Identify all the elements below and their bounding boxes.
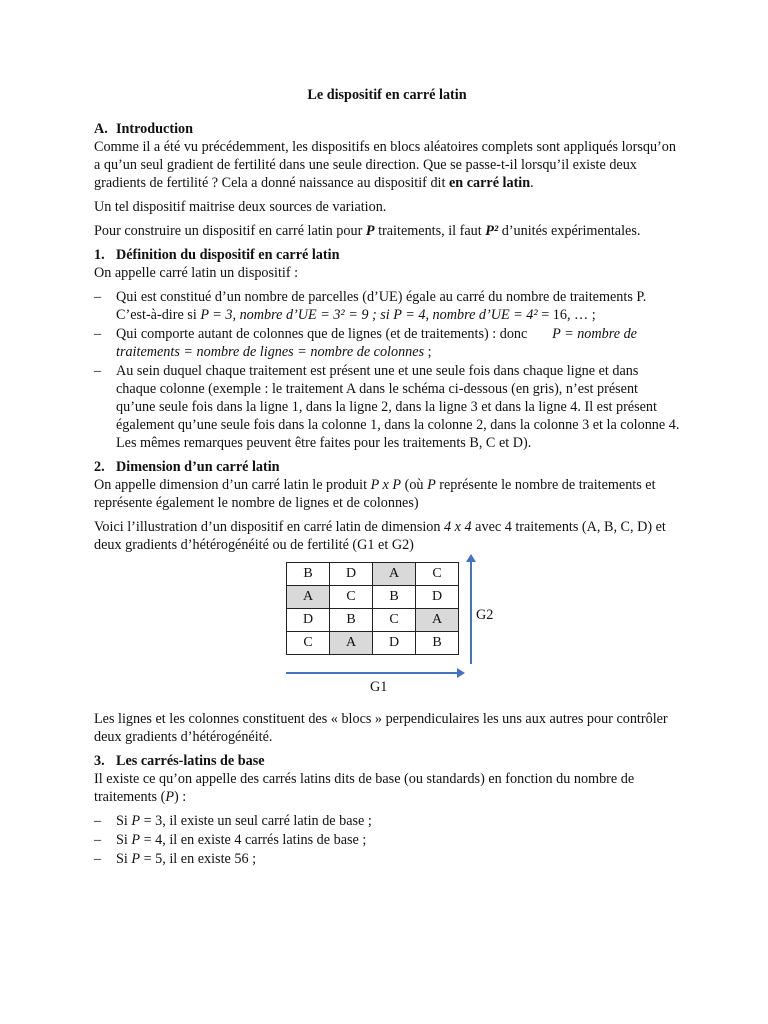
grid-cell: B: [373, 586, 416, 609]
grid-cell: B: [287, 563, 330, 586]
text-run: Qui comporte autant de colonnes que de lignes (et de traitements) : donc: [116, 326, 528, 342]
section-heading-introduction: [94, 120, 680, 138]
text-run: Voici l’illustration d’un dispositif en carré latin de dimension: [94, 519, 445, 535]
grid-cell: C: [373, 609, 416, 632]
bold-term: en carré latin: [448, 175, 531, 191]
intro-paragraph-1: [94, 138, 680, 192]
text-run: (où: [401, 477, 428, 493]
math-symbol: P: [131, 813, 141, 829]
text-run: Comme il a été vu précédemment, les dispositifs en blocs aléatoires complets sont appliqués lorsqu’on a qu’un seul gradient de fertilité dans une seule direction. Que se passe-t-il lorsqu’il existe deux gradients de fertilité ? Cela a donné naissance au dispositif dit: [94, 139, 676, 191]
math-expression: P x P: [370, 477, 402, 493]
grid-cell: C: [330, 586, 373, 609]
text-run: Pour construire un dispositif en carré latin pour: [94, 223, 366, 239]
section-number: A.: [94, 121, 108, 137]
math-expression: P = nombre de traitements = nombre de lignes = nombre de colonnes: [116, 326, 637, 360]
list-item: [94, 288, 680, 324]
grid-cell: A: [330, 632, 373, 655]
text-run: On appelle dimension d’un carré latin le produit: [94, 477, 371, 493]
text-run: = 5, il en existe 56 ;: [140, 851, 257, 867]
latin-square-figure: [94, 560, 680, 700]
text-run: ;: [424, 344, 432, 360]
grid-cell: C: [416, 563, 459, 586]
dimension-paragraph-2: [94, 518, 680, 554]
section-title: Dimension d’un carré latin: [116, 459, 280, 475]
grid-cell: D: [287, 609, 330, 632]
grid-cell: A: [373, 563, 416, 586]
text-run: d’unités expérimentales.: [498, 223, 641, 239]
math-symbol: P: [131, 832, 141, 848]
text-run: Si: [116, 851, 132, 867]
document-page: [94, 86, 680, 874]
text-run: Qui est constitué d’un nombre de parcelles (d’UE) égale au carré du nombre de traitements P. C’est-à-dire si: [116, 289, 647, 323]
grid-row: [287, 609, 459, 632]
gradient-g1-arrow: [286, 672, 458, 674]
text-run: = 4, il en existe 4 carrés latins de base ;: [140, 832, 367, 848]
text-run: représente le nombre de traitements et représente également le nombre de lignes et de colonnes): [94, 477, 656, 511]
gradient-g2-label: G2: [476, 607, 494, 623]
section-title: Les carrés-latins de base: [116, 753, 265, 769]
text-run: Il existe ce qu’on appelle des carrés latins dits de base (ou standards) en fonction du nombre de traitements (: [94, 771, 635, 805]
math-expression: P = 3, nombre d’UE = 3² = 9 ; si P = 4, nombre d’UE = 4²: [200, 307, 538, 323]
math-expression: 4 x 4: [444, 519, 472, 535]
text-run: .: [530, 175, 534, 191]
grid-row: [287, 563, 459, 586]
text-run: traitements, il faut: [374, 223, 486, 239]
section-heading-definition: [94, 246, 680, 264]
list-item: [94, 831, 680, 849]
grid-cell: C: [287, 632, 330, 655]
grid-cell: B: [330, 609, 373, 632]
intro-paragraph-3: [94, 222, 680, 240]
base-paragraph: [94, 770, 680, 806]
section-title: Introduction: [116, 121, 193, 137]
text-run: = 16, … ;: [541, 307, 596, 323]
list-item: [94, 812, 680, 830]
section-number: 3.: [94, 753, 105, 769]
dimension-paragraph-1: [94, 476, 680, 512]
page-title: Le dispositif en carré latin: [307, 87, 467, 103]
text-run: Si: [116, 832, 132, 848]
math-symbol: P: [131, 851, 141, 867]
math-symbol: P²: [485, 223, 499, 239]
definition-list: [94, 288, 680, 452]
grid-cell: D: [373, 632, 416, 655]
list-item: – Au sein duquel chaque traitement est présent une et une seule fois dans chaque ligne et dans chaque colonne (exemple : le traitement A dans le schéma ci-dessous (en gris), n’est présent qu’une seule fois dans la ligne 1, dans la ligne 2, dans la ligne 3 et dans la ligne 4. Il est présent également qu’une seule fois dans la colonne 1, dans la colonne 2, dans la colonne 3 et la colonne 4. Les mêmes remarques peuvent être faites pour les traitements B, C et D).: [94, 362, 680, 452]
section-number: 2.: [94, 459, 105, 475]
text-run: Si: [116, 813, 132, 829]
text-run: = 3, il existe un seul carré latin de base ;: [140, 813, 372, 829]
gradient-g1-label: G1: [370, 679, 388, 695]
section-title: Définition du dispositif en carré latin: [116, 247, 340, 263]
grid-cell: B: [416, 632, 459, 655]
grid-cell: A: [416, 609, 459, 632]
section-heading-base: [94, 752, 680, 770]
grid-cell: D: [416, 586, 459, 609]
gradient-g2-arrow: [470, 560, 472, 664]
grid-row: [287, 586, 459, 609]
math-symbol: P: [165, 789, 174, 805]
intro-paragraph-2: Un tel dispositif maitrise deux sources de variation.: [94, 199, 387, 215]
grid-cell: D: [330, 563, 373, 586]
grid-cell: A: [287, 586, 330, 609]
math-symbol: P: [427, 477, 436, 493]
math-symbol: P: [365, 223, 375, 239]
list-item: [94, 325, 680, 361]
text-run: ) :: [173, 789, 187, 805]
section-heading-dimension: [94, 458, 680, 476]
section-number: 1.: [94, 247, 105, 263]
definition-intro: On appelle carré latin un dispositif :: [94, 265, 299, 281]
latin-square-grid: [286, 562, 459, 655]
text-run: avec 4 traitements (A, B, C, D) et deux gradients d’hétérogénéité ou de fertilité (G1 et G2): [94, 519, 666, 553]
base-list: [94, 812, 680, 868]
grid-row: [287, 632, 459, 655]
list-item: [94, 850, 680, 868]
dimension-paragraph-3: Les lignes et les colonnes constituent des « blocs » perpendiculaires les uns aux autres pour contrôler deux gradients d’hétérogénéité.: [94, 711, 668, 745]
